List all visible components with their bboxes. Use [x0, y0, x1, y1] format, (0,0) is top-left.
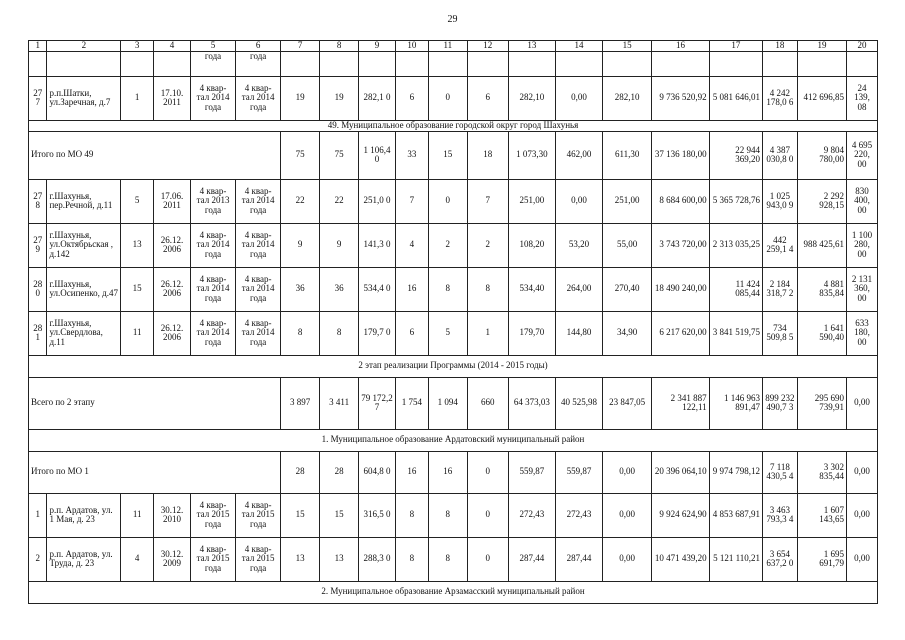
cell: 0,00 — [555, 179, 602, 223]
stage-title: 2 этап реализации Программы (2014 - 2015 годы) — [29, 355, 878, 377]
cell: 1 094 — [428, 377, 467, 429]
cell: 6 — [467, 76, 508, 120]
cell: 4 квар- тал 2014 года — [236, 267, 281, 311]
cell: 4 квар- тал 2014 года — [236, 76, 281, 120]
cell: 27 8 — [29, 179, 47, 223]
cell: 272,43 — [508, 493, 555, 537]
cell: р.п. Ардатов, ул. 1 Мая, д. 23 — [47, 493, 121, 537]
cell: р.п.Шатки, ул.Заречная, д.7 — [47, 76, 121, 120]
col-number: 8 — [320, 41, 359, 52]
col-number: 1 — [29, 41, 47, 52]
cell: 18 — [467, 131, 508, 179]
cell: 0,00 — [603, 537, 652, 581]
cell: 34,90 — [603, 311, 652, 355]
continuation-row — [29, 51, 878, 76]
cell: 2 — [467, 223, 508, 267]
cell: 20 396 064,10 — [652, 451, 709, 493]
cell: 11 — [121, 493, 154, 537]
cell: 36 — [281, 267, 320, 311]
cell: 26.12. 2006 — [154, 267, 191, 311]
col-number: 18 — [762, 41, 797, 52]
cell: 3 841 519,75 — [709, 311, 762, 355]
cell: 2 184 318,7 2 — [762, 267, 797, 311]
cell: 28 0 — [29, 267, 47, 311]
section-row — [29, 355, 878, 377]
cell: 55,00 — [603, 223, 652, 267]
cell: 4 881 835,84 — [797, 267, 846, 311]
cell: 4 387 030,8 0 — [762, 131, 797, 179]
cell: 27 7 — [29, 76, 47, 120]
cell: 79 172,2 7 — [359, 377, 396, 429]
cell: 412 696,85 — [797, 76, 846, 120]
cell: 22 944 369,20 — [709, 131, 762, 179]
cell: 4 квар- тал 2013 года — [190, 179, 235, 223]
col-number: 10 — [396, 41, 429, 52]
cell: 282,10 — [603, 76, 652, 120]
cell: 5 081 646,01 — [709, 76, 762, 120]
col-number: 2 — [47, 41, 121, 52]
col-number: 11 — [428, 41, 467, 52]
cell: 4 квар- тал 2014 года — [190, 76, 235, 120]
cell: 0,00 — [555, 76, 602, 120]
cell: 3 302 835,44 — [797, 451, 846, 493]
cell: 1 146 963 891,47 — [709, 377, 762, 429]
cell: 18 490 240,00 — [652, 267, 709, 311]
cell: 40 525,98 — [555, 377, 602, 429]
cell: 7 — [396, 179, 429, 223]
cell: 19 — [281, 76, 320, 120]
cell: 9 — [320, 223, 359, 267]
subtotal-label: Итого по МО 1 — [29, 451, 281, 493]
cell: 15 — [428, 131, 467, 179]
table-row — [29, 311, 878, 355]
cell: 17.10. 2011 — [154, 76, 191, 120]
cell: 282,1 0 — [359, 76, 396, 120]
cell: 4 — [121, 537, 154, 581]
cell: 2 — [29, 537, 47, 581]
cell: 534,40 — [508, 267, 555, 311]
subtotal-row — [29, 451, 878, 493]
cell: 287,44 — [508, 537, 555, 581]
table-row — [29, 267, 878, 311]
cell: 0,00 — [603, 451, 652, 493]
cell: 23 847,05 — [603, 377, 652, 429]
cell: 75 — [281, 131, 320, 179]
total-label: Всего по 2 этапу — [29, 377, 281, 429]
cell: 16 — [428, 451, 467, 493]
col-number: 14 — [555, 41, 602, 52]
cell: 0 — [428, 179, 467, 223]
section-row — [29, 429, 878, 451]
cell: 899 232 490,7 3 — [762, 377, 797, 429]
cell: 26.12. 2006 — [154, 311, 191, 355]
cell: года — [190, 51, 235, 76]
section-title: 1. Муниципальное образование Ардатовский муниципальный район — [29, 429, 878, 451]
cell: 288,3 0 — [359, 537, 396, 581]
section-row — [29, 581, 878, 603]
cell: 9 736 520,92 — [652, 76, 709, 120]
cell: 8 — [396, 537, 429, 581]
cell: 6 217 620,00 — [652, 311, 709, 355]
cell: 1 073,30 — [508, 131, 555, 179]
cell: 4 квар- тал 2015 года — [236, 493, 281, 537]
cell: 53,20 — [555, 223, 602, 267]
cell: 633 180, 00 — [847, 311, 878, 355]
cell: 27 9 — [29, 223, 47, 267]
subtotal-label: Итого по МО 49 — [29, 131, 281, 179]
cell: 5 — [121, 179, 154, 223]
cell: 8 684 600,00 — [652, 179, 709, 223]
cell: 3 654 637,2 0 — [762, 537, 797, 581]
cell: 8 — [467, 267, 508, 311]
cell: 141,3 0 — [359, 223, 396, 267]
section-title: 49. Муниципальное образование городской округ город Шахунья — [29, 120, 878, 131]
cell: 4 квар- тал 2015 года — [190, 493, 235, 537]
cell: 13 — [281, 537, 320, 581]
cell: 108,20 — [508, 223, 555, 267]
cell: г.Шахунья, пер.Речной, д.11 — [47, 179, 121, 223]
cell: 830 400, 00 — [847, 179, 878, 223]
cell: 75 — [320, 131, 359, 179]
col-number: 9 — [359, 41, 396, 52]
cell: 1 025 943,0 9 — [762, 179, 797, 223]
cell: 15 — [320, 493, 359, 537]
cell: 0,00 — [847, 451, 878, 493]
total-row — [29, 377, 878, 429]
cell: 1 754 — [396, 377, 429, 429]
cell: 1 — [467, 311, 508, 355]
cell: 4 квар- тал 2014 года — [190, 267, 235, 311]
cell: 2 131 360, 00 — [847, 267, 878, 311]
cell: 6 — [396, 76, 429, 120]
cell: 1 641 590,40 — [797, 311, 846, 355]
column-number-row — [29, 41, 878, 52]
cell: 7 118 430,5 4 — [762, 451, 797, 493]
cell: 8 — [428, 537, 467, 581]
cell: 30.12. 2009 — [154, 537, 191, 581]
cell: 559,87 — [508, 451, 555, 493]
cell: 4 квар- тал 2015 года — [190, 537, 235, 581]
page-number: 29 — [447, 14, 458, 25]
cell: р.п. Ардатов, ул. Труда, д. 23 — [47, 537, 121, 581]
col-number: 20 — [847, 41, 878, 52]
cell: 272,43 — [555, 493, 602, 537]
cell: 0,00 — [603, 493, 652, 537]
col-number: 6 — [236, 41, 281, 52]
cell: 4 квар- тал 2014 года — [236, 311, 281, 355]
cell: 3 897 — [281, 377, 320, 429]
table-row — [29, 537, 878, 581]
cell: 8 — [320, 311, 359, 355]
cell: 1 106,4 0 — [359, 131, 396, 179]
cell: 4 — [396, 223, 429, 267]
cell: 0 — [428, 76, 467, 120]
cell: 534,4 0 — [359, 267, 396, 311]
cell: 2 341 887 122,11 — [652, 377, 709, 429]
cell: года — [236, 51, 281, 76]
cell: 0 — [467, 493, 508, 537]
cell: 264,00 — [555, 267, 602, 311]
cell: г.Шахунья, ул.Осипенко, д.47 — [47, 267, 121, 311]
subtotal-row — [29, 131, 878, 179]
cell: 11 424 085,44 — [709, 267, 762, 311]
cell: 13 — [121, 223, 154, 267]
cell: 8 — [428, 493, 467, 537]
cell: 604,8 0 — [359, 451, 396, 493]
cell: 9 974 798,12 — [709, 451, 762, 493]
cell: 988 425,61 — [797, 223, 846, 267]
cell: 295 690 739,91 — [797, 377, 846, 429]
cell: 15 — [121, 267, 154, 311]
cell: 660 — [467, 377, 508, 429]
cell: 0,00 — [847, 493, 878, 537]
col-number: 17 — [709, 41, 762, 52]
cell: 734 509,8 5 — [762, 311, 797, 355]
cell: 179,7 0 — [359, 311, 396, 355]
cell: г.Шахунья, ул.Свердлова, д.11 — [47, 311, 121, 355]
cell: 0 — [467, 537, 508, 581]
cell: 270,40 — [603, 267, 652, 311]
cell: 559,87 — [555, 451, 602, 493]
cell: 4 853 687,91 — [709, 493, 762, 537]
cell: 8 — [428, 267, 467, 311]
cell: 36 — [320, 267, 359, 311]
cell: 316,5 0 — [359, 493, 396, 537]
cell: 1 — [29, 493, 47, 537]
cell: 7 — [467, 179, 508, 223]
cell: 3 463 793,3 4 — [762, 493, 797, 537]
cell: 64 373,03 — [508, 377, 555, 429]
cell: 287,44 — [555, 537, 602, 581]
col-number: 4 — [154, 41, 191, 52]
table-row — [29, 493, 878, 537]
cell: 4 695 220, 00 — [847, 131, 878, 179]
cell: 179,70 — [508, 311, 555, 355]
cell: 5 365 728,76 — [709, 179, 762, 223]
cell: 251,0 0 — [359, 179, 396, 223]
cell: 1 607 143,65 — [797, 493, 846, 537]
cell: 22 — [320, 179, 359, 223]
section-title: 2. Муниципальное образование Арзамасский муниципальный район — [29, 581, 878, 603]
cell: 26.12. 2006 — [154, 223, 191, 267]
cell: 17.06. 2011 — [154, 179, 191, 223]
table-row — [29, 223, 878, 267]
cell: 8 — [281, 311, 320, 355]
cell: 22 — [281, 179, 320, 223]
cell: 11 — [121, 311, 154, 355]
cell: 1 695 691,79 — [797, 537, 846, 581]
cell: 24 139, 08 — [847, 76, 878, 120]
cell: 4 квар- тал 2014 года — [190, 223, 235, 267]
cell: 282,10 — [508, 76, 555, 120]
col-number: 5 — [190, 41, 235, 52]
col-number: 15 — [603, 41, 652, 52]
cell: 2 292 928,15 — [797, 179, 846, 223]
cell: 9 — [281, 223, 320, 267]
cell: 9 924 624,90 — [652, 493, 709, 537]
cell: 30.12. 2010 — [154, 493, 191, 537]
cell: 1 100 280, 00 — [847, 223, 878, 267]
cell: 251,00 — [508, 179, 555, 223]
cell: 16 — [396, 451, 429, 493]
cell: 28 1 — [29, 311, 47, 355]
cell: 2 313 035,25 — [709, 223, 762, 267]
cell: 5 121 110,21 — [709, 537, 762, 581]
cell: 4 квар- тал 2014 года — [236, 179, 281, 223]
cell: 251,00 — [603, 179, 652, 223]
cell: 28 — [281, 451, 320, 493]
cell: 10 471 439,20 — [652, 537, 709, 581]
col-number: 19 — [797, 41, 846, 52]
cell: 19 — [320, 76, 359, 120]
cell: г.Шахунья, ул.Октябрьская , д.142 — [47, 223, 121, 267]
col-number: 13 — [508, 41, 555, 52]
cell: 33 — [396, 131, 429, 179]
col-number: 16 — [652, 41, 709, 52]
program-table — [28, 40, 878, 604]
cell: 4 квар- тал 2015 года — [236, 537, 281, 581]
cell: 611,30 — [603, 131, 652, 179]
cell: 9 804 780,00 — [797, 131, 846, 179]
cell: 0,00 — [847, 377, 878, 429]
cell: 1 — [121, 76, 154, 120]
cell: 4 242 178,0 6 — [762, 76, 797, 120]
cell: 5 — [428, 311, 467, 355]
cell: 0 — [467, 451, 508, 493]
cell: 2 — [428, 223, 467, 267]
col-number: 12 — [467, 41, 508, 52]
cell: 144,80 — [555, 311, 602, 355]
table-row — [29, 179, 878, 223]
cell: 28 — [320, 451, 359, 493]
cell: 16 — [396, 267, 429, 311]
cell: 0,00 — [847, 537, 878, 581]
col-number: 3 — [121, 41, 154, 52]
cell: 3 411 — [320, 377, 359, 429]
cell: 13 — [320, 537, 359, 581]
cell: 8 — [396, 493, 429, 537]
cell: 4 квар- тал 2014 года — [190, 311, 235, 355]
cell: 4 квар- тал 2014 года — [236, 223, 281, 267]
cell: 15 — [281, 493, 320, 537]
cell: 37 136 180,00 — [652, 131, 709, 179]
section-row — [29, 120, 878, 131]
col-number: 7 — [281, 41, 320, 52]
cell: 442 259,1 4 — [762, 223, 797, 267]
cell: 3 743 720,00 — [652, 223, 709, 267]
table-row — [29, 76, 878, 120]
cell: 462,00 — [555, 131, 602, 179]
cell: 6 — [396, 311, 429, 355]
